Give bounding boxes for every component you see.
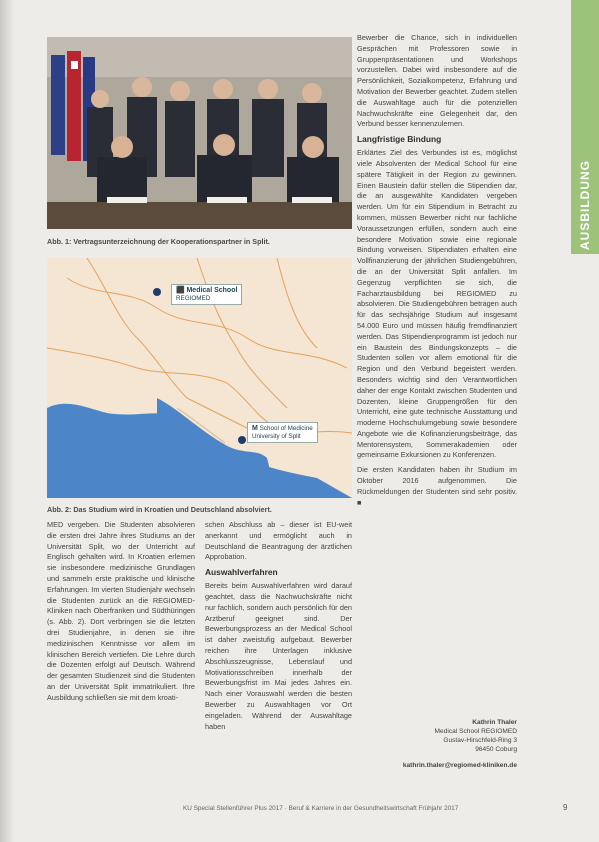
- map-label-school-of-medicine: M School of Medicine University of Split: [247, 422, 318, 443]
- signing-photo-image: [47, 37, 352, 229]
- map-pin-icon: [238, 436, 246, 444]
- author-email: kathrin.thaler@regiomed-kliniken.de: [402, 762, 517, 769]
- university-logo-icon: M: [252, 425, 258, 432]
- section-heading: Langfristige Bindung: [357, 134, 442, 145]
- section-tab: [571, 0, 599, 254]
- section-tab-label: AUSBILDUNG: [578, 160, 592, 250]
- medical-school-logo-icon: ⬛: [176, 287, 185, 294]
- paragraph: MED vergeben. Die Studenten absolvieren die ersten drei Jahre ihres Studiums an der Universität Split, wo der Unterricht auf Englisch gehalten wird. In Kroatien erlernen sie insbesondere medizinische Grundlagen und sammeln erste praktische und klinische Erfahrungen. Im vierten Studienjahr wechseln die Studenten zurück an die REGIOMED-Kliniken nach Oberfranken und Südthüringen (s. Abb. 2). Dort verbringen sie die letzten drei Studienjahre, in denen sie ihre medizinischen Kenntnisse vor allem im klinischen Bereich vertiefen. Die Lehre durch die Dozenten erfolgt auf Deutsch. Während der gesamten Studienzeit sind die Studenten an der Universität Split immatrikuliert. Ihre Ausbildung schließen sie mit dem kroati-: [47, 520, 195, 702]
- paragraph: Bereits beim Auswahlverfahren wird darauf geachtet, dass die Nachwuchskräfte nicht nur fachlich, sondern auch persönlich für den Arztberuf geeignet sind. Der Bewerbungsprozess an der Medical School ist daher zweistufig aufgebaut. Bewerber reichen ihre Unterlagen inklusive Abschlusszeugnisse, Lebenslauf und Motivationsschreiben innerhalb der Bewerbungsfrist im Mai jedes Jahres ein. Nach einer Vorauswahl werden die besten Bewerber zu Auswahltagen vor Ort eingeladen. Während der Auswahltage haben: [205, 581, 352, 731]
- signing-photo: [47, 37, 352, 229]
- paragraph: Die ersten Kandidaten haben ihr Studium im Oktober 2016 aufgenommen. Die Rückmeldungen der Studenten sind sehr positiv. ■: [357, 465, 517, 507]
- photo-caption: Abb. 1: Vertragsunterzeichnung der Kooperationspartner in Split.: [47, 237, 270, 246]
- page-footer: KU Special Stellenführer Plus 2017 · Beruf & Karriere in der Gesundheitswirtschaft Frühjahr 2017: [183, 805, 459, 812]
- page-fold-shadow: [0, 0, 14, 842]
- text-column-1: [47, 520, 195, 708]
- paragraph: Erklärtes Ziel des Verbundes ist es, möglichst viele Absolventen der Medical School für eine spätere Tätigkeit in der Region zu gewinnen. Einen Baustein dafür stellen die Stipendien dar, die an ausgewählte Kandidaten vergeben werden. Um für ein Stipendium in Betracht zu kommen, müssen Bewerber nicht nur fachliche Voraussetzungen erfüllen, sondern auch eine besondere Motivation sowie eine regionale Bindung vorweisen. Stipendiaten erhalten eine Vollfinanzierung der jährlichen Studiengebühren, die an der Universität Split anfallen. Im Gegenzug verpflichten sie sich, die Facharztausbildung bei REGIOMED zu absolvieren. Die Studiengebühren betragen auch für das sechsjährige Studium auf insgesamt 54.000 Euro und müssen häufig fremdfinanziert werden. Das Stipendienprogramm ist jedoch nur ein Baustein des Bindungskonzepts – die Studenten sollen vor allem emotional für die Region und den Verbund begeistert werden. Besonders wichtig sind den Verantwortlichen daher der enge Kontakt zwischen Studenten und Dozenten, kleine Gruppengrößen für den Unterricht, eine gute technische Ausstattung und moderne Hochschulumgebung sowie besondere Angebote wie die Kofinanzierungsbeiträge, das Mentorensystem, Sommerakademien oder gemeinsame Exkursionen zu Konferenzen.: [357, 148, 517, 460]
- europe-map: [47, 258, 352, 498]
- section-heading: Auswahlverfahren: [205, 567, 278, 578]
- text-column-2: [205, 520, 352, 736]
- map-pin-icon: [153, 288, 161, 296]
- text-column-3: [357, 33, 517, 512]
- paragraph: Bewerber die Chance, sich in individuellen Gesprächen mit Professoren sowie in Gruppenpräsentationen und Workshops vorzustellen. Dabei wird insbesondere auf die Persönlichkeit, Sozialkompetenz, Erfahrung und Motivation der Bewerber geachtet. Zudem stellen die Auswahltage auch für die potenziellen Nachwuchskräfte eine Gelegenheit dar, den Verbund besser kennenzulernen.: [357, 33, 517, 129]
- page-number: 9: [563, 803, 568, 812]
- author-block: Kathrin Thaler Medical School REGIOMED Gustav-Hirschfeld-Ring 3 96450 Coburg kathrin.thaler@regiomed-kliniken.de: [357, 718, 517, 770]
- map-caption: Abb. 2: Das Studium wird in Kroatien und Deutschland absolviert.: [47, 505, 272, 514]
- map-label-medical-school: ⬛ Medical School REGIOMED: [171, 284, 242, 305]
- paragraph: schen Abschluss ab – dieser ist EU-weit anerkannt und ermöglicht auch in Deutschland die Beantragung der ärztlichen Approbation.: [205, 520, 352, 562]
